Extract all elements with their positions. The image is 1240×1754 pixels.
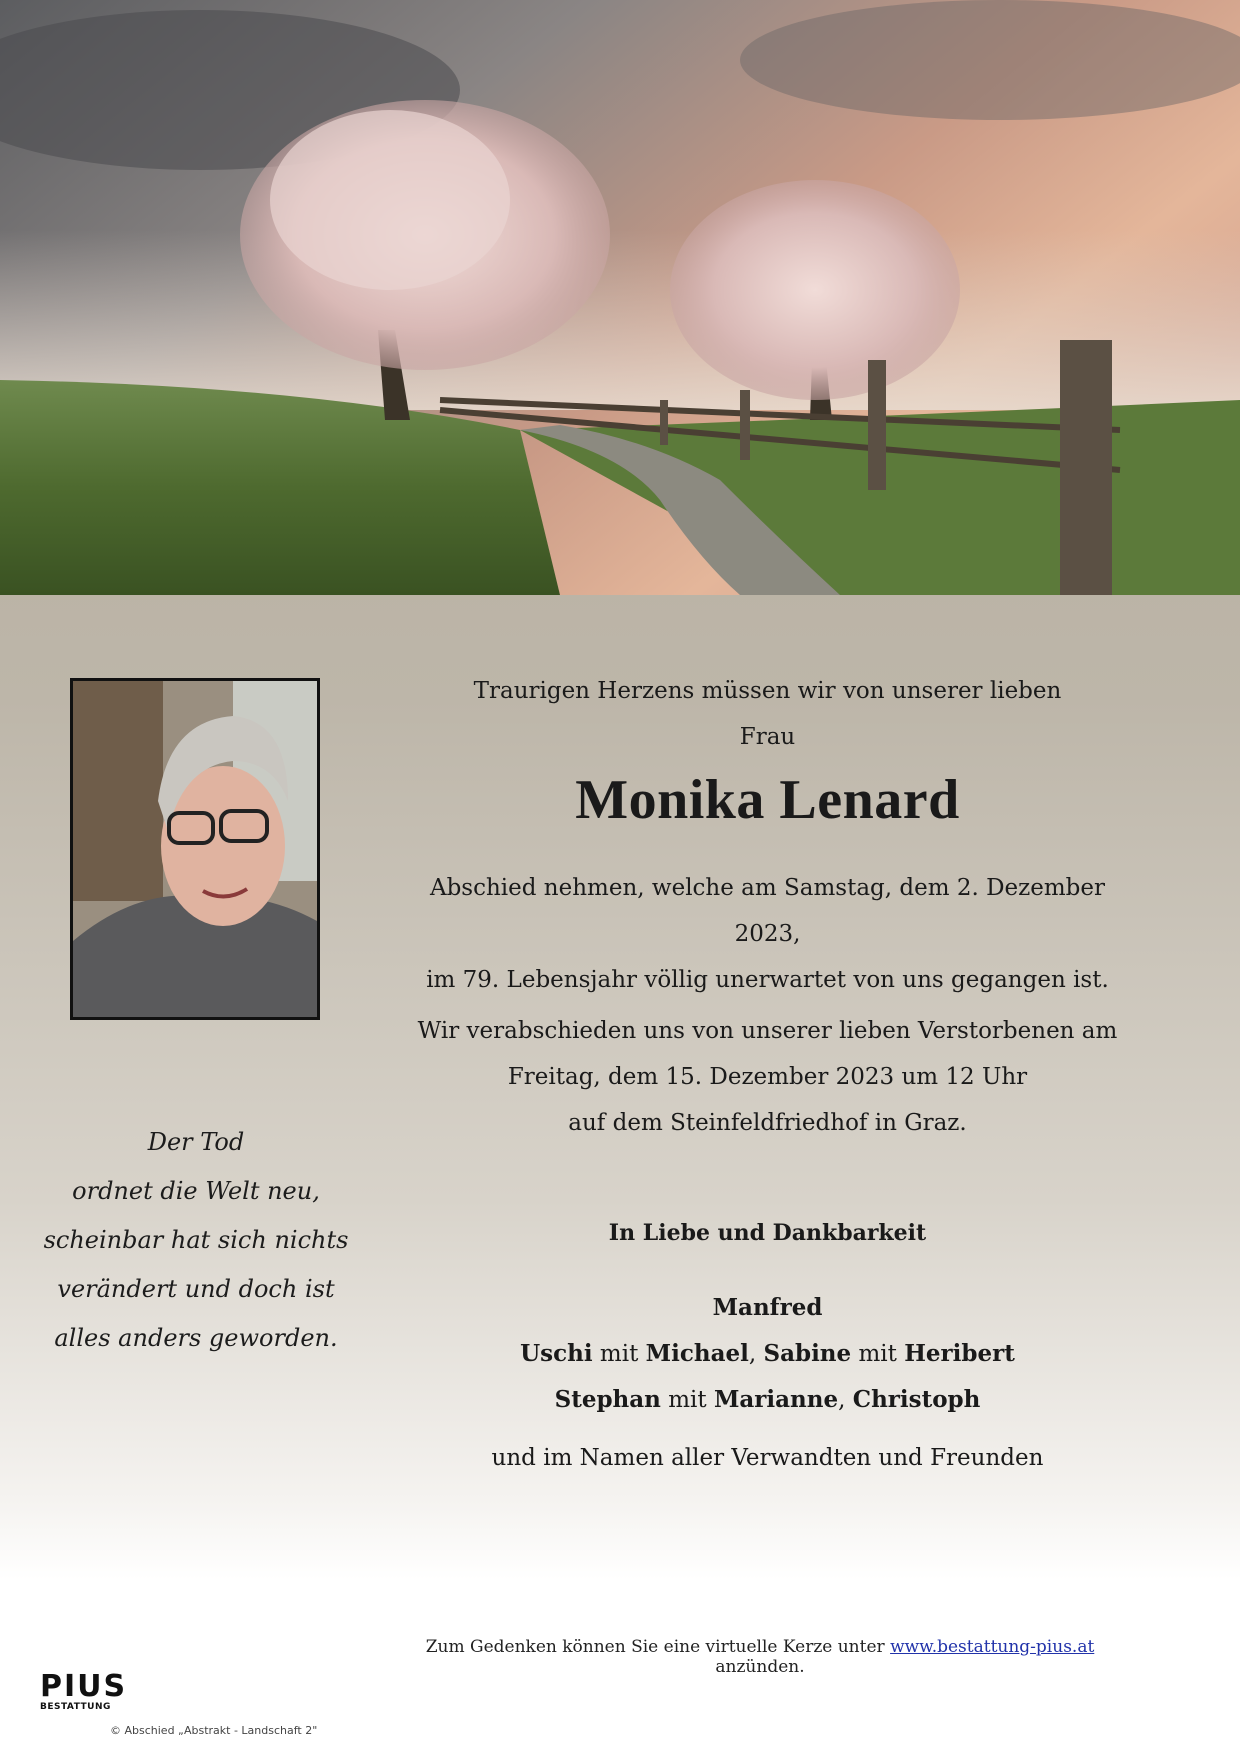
pius-logo [40,1669,128,1716]
death-notice [400,865,1135,1003]
quote-line: verändert und doch ist [57,1275,335,1303]
intro-text [400,668,1135,760]
farewell-line: Freitag, dem 15. Dezember 2023 um 12 Uhr [507,1064,1028,1090]
mourner-line [400,1331,1135,1377]
mourner-name: Uschi [520,1340,593,1367]
quote-line: Der Tod [147,1128,245,1156]
quote-line: alles anders geworden. [54,1324,338,1352]
deceased-name: Monika Lenard [575,769,960,831]
connector: , [748,1341,764,1367]
mourners-list [400,1285,1135,1423]
mourner-name: Manfred [712,1294,823,1321]
connector: mit [851,1341,905,1367]
logo-text: PIUS [40,1669,128,1704]
relatives-line: und im Namen aller Verwandten und Freunden [491,1445,1044,1471]
intro-line: Frau [739,724,796,750]
death-line: im 79. Lebensjahr völlig unerwartet von uns gegangen ist. [426,967,1109,993]
quote-line: scheinbar hat sich nichts [43,1226,349,1254]
quote-line: ordnet die Welt neu, [72,1177,320,1205]
mourner-name: Michael [645,1340,749,1367]
connector: mit [592,1341,646,1367]
candle-note [380,1637,1140,1677]
mourner-line [400,1285,1135,1331]
candle-note-text: anzünden. [715,1657,805,1677]
mourners-heading: In Liebe und Dankbarkeit [608,1220,927,1246]
funeral-details [400,1008,1135,1146]
connector: , [838,1387,853,1413]
memorial-quote [40,1118,352,1363]
farewell-line: Wir verabschieden uns von unserer lieben Verstorbenen am [417,1018,1118,1044]
mourner-name: Marianne [713,1386,839,1413]
header-landscape-image [0,0,1240,595]
logo-subtext: BESTATTUNG [40,1702,111,1712]
intro-line: Traurigen Herzens müssen wir von unserer lieben [473,678,1062,704]
image-copyright: © Abschied „Abstrakt - Landschaft 2" [110,1724,318,1737]
portrait-photo [70,678,320,1020]
website-link[interactable]: www.bestattung-pius.at [890,1637,1095,1657]
candle-note-text: Zum Gedenken können Sie eine virtuelle Kerze unter [425,1637,891,1657]
mourner-name: Heribert [904,1340,1015,1367]
mourner-name: Stephan [554,1386,661,1413]
connector: mit [660,1387,714,1413]
mourner-line [400,1377,1135,1423]
death-line: Abschied nehmen, welche am Samstag, dem 2. Dezember 2023, [429,875,1106,947]
farewell-line: auf dem Steinfeldfriedhof in Graz. [568,1110,967,1136]
mourner-name: Sabine [763,1340,852,1367]
mourner-name: Christoph [852,1386,981,1413]
